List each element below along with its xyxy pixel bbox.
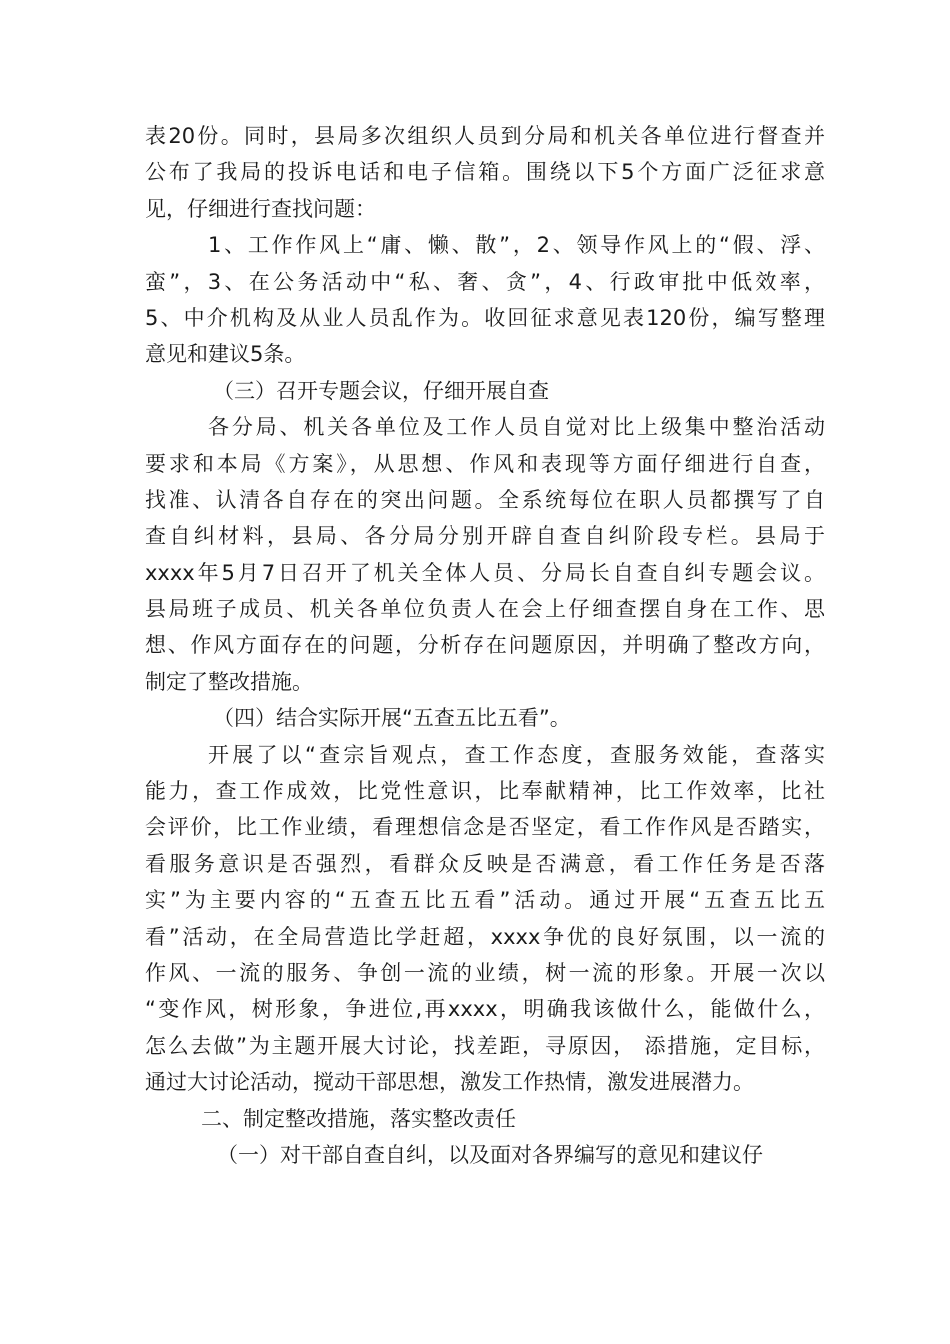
paragraph-line: 制定了整改措施。	[145, 669, 313, 694]
section-heading: （四）结合实际开展“五查五比五看”。	[213, 706, 571, 731]
paragraph-line: 看”活动，在全局营造比学赶超，xxxx争优的良好氛围，以一流的	[145, 924, 825, 949]
paragraph-line: 想、作风方面存在的问题，分析存在问题原因，并明确了整改方向，	[145, 633, 825, 658]
paragraph-line: 公布了我局的投诉电话和电子信箱。围绕以下5个方面广泛征求意	[145, 160, 825, 185]
paragraph-line: 作风、一流的服务、争创一流的业绩，树一流的形象。开展一次以	[145, 960, 825, 985]
paragraph-line: 开展了以“查宗旨观点，查工作态度，查服务效能，查落实	[208, 742, 825, 767]
paragraph-line: 看服务意识是否强烈，看群众反映是否满意，看工作任务是否落	[145, 851, 825, 876]
paragraph-line: 能力，查工作成效，比党性意识，比奉献精神，比工作效率，比社	[145, 779, 825, 804]
paragraph-line: 查自纠材料，县局、各分局分别开辟自查自纠阶段专栏。县局于	[145, 524, 825, 549]
paragraph-line: 通过大讨论活动，搅动干部思想，激发工作热情，激发进展潜力。	[145, 1070, 754, 1095]
paragraph-line: 会评价，比工作业绩，看理想信念是否坚定，看工作作风是否踏实，	[145, 815, 825, 840]
paragraph-line: xxxx年5月7日召开了机关全体人员、分局长自查自纠专题会议。	[145, 560, 825, 585]
paragraph-line: 5、中介机构及从业人员乱作为。收回征求意见表120份，编写整理	[145, 305, 825, 330]
section-heading: （三）召开专题会议，仔细开展自查	[213, 378, 549, 403]
paragraph-line: 实”为主要内容的“五查五比五看”活动。通过开展“五查五比五	[145, 888, 825, 913]
paragraph-line: 要求和本局《方案》，从思想、作风和表现等方面仔细进行自查，	[145, 451, 825, 476]
paragraph-line: 1、工作作风上“庸、懒、散”，2、领导作风上的“假、浮、	[208, 233, 825, 258]
paragraph-line: 表20份。同时，县局多次组织人员到分局和机关各单位进行督查并	[145, 124, 825, 148]
paragraph-line: 意见和建议5条。	[145, 342, 306, 367]
paragraph-line: 找准、认清各自存在的突出问题。全系统每位在职人员都撰写了自	[145, 487, 825, 512]
paragraph-line: 各分局、机关各单位及工作人员自觉对比上级集中整治活动	[208, 415, 825, 440]
paragraph-line: （一）对干部自查自纠，以及面对各界编写的意见和建议仔	[217, 1142, 763, 1167]
paragraph-line: 怎么去做”为主题开展大讨论，找差距，寻原因， 添措施，定目标，	[145, 1033, 825, 1058]
paragraph-line: 见，仔细进行查找问题：	[145, 196, 376, 221]
paragraph-line: 县局班子成员、机关各单位负责人在会上仔细查摆自身在工作、思	[145, 597, 825, 622]
paragraph-line: “变作风，树形象，争进位,再xxxx，明确我该做什么，能做什么，	[145, 997, 825, 1022]
paragraph-line: 蛮”，3、在公务活动中“私、奢、贪”，4、行政审批中低效率，	[145, 269, 825, 294]
document-body	[145, 118, 825, 1173]
section-heading: 二、制定整改措施，落实整改责任	[201, 1106, 516, 1131]
